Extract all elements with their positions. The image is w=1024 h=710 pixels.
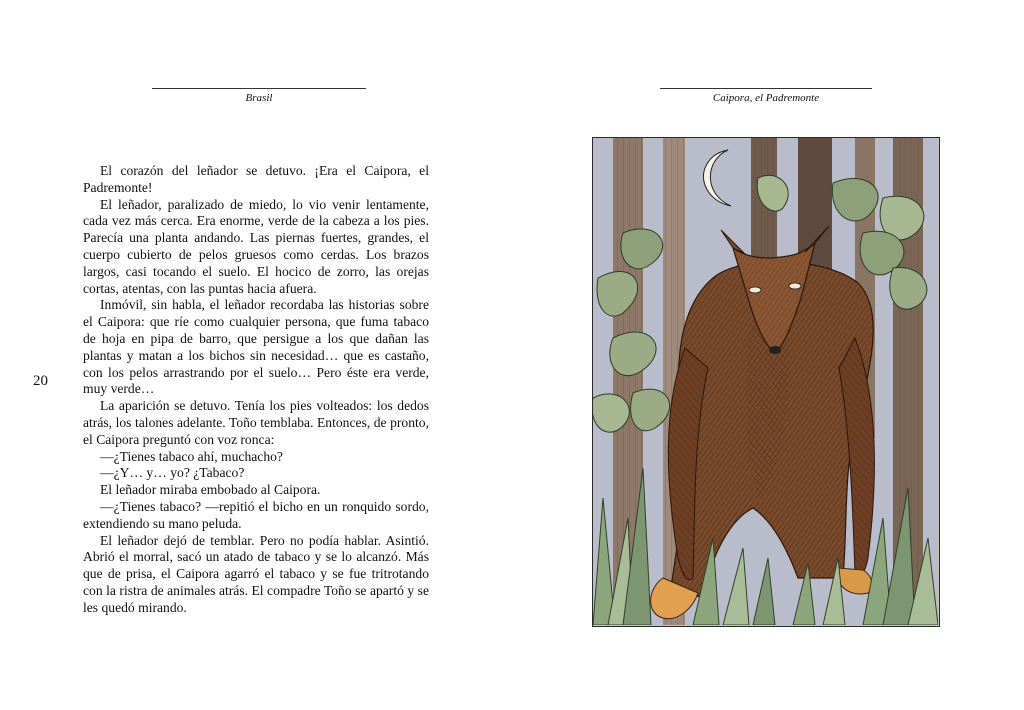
- paragraph: El leñador dejó de temblar. Pero no podía hablar. Asintió. Abrió el morral, sacó un atado de tabaco y se lo alcanzó. Más que de prisa, el Caipora agarró el tabaco y se fue tritrotando con la ristra de animales atrás. El compadre Toño se apartó y se les quedó mirando.: [83, 532, 429, 615]
- running-head-rule: [152, 88, 366, 89]
- page-number: 20: [33, 373, 48, 389]
- running-head-rule: [660, 88, 872, 89]
- running-head-left: [152, 88, 366, 105]
- forest-scene: [593, 138, 938, 625]
- paragraph: El leñador, paralizado de miedo, lo vio venir lentamente, cada vez más cerca. Era enorme, verde de la cabeza a los pies. Parecía una planta andando. Las piernas fuertes, grandes, el cuerpo cubierto de pelos gruesos como cerdas. Los brazos largos, casi tocando el suelo. El hocico de zorro, las orejas cortas, atentas, con las puntas hacia afuera.: [83, 196, 429, 296]
- paragraph: El corazón del leñador se detuvo. ¡Era el Caipora, el Padremonte!: [83, 163, 429, 195]
- running-head-right: [660, 88, 872, 105]
- dialogue-line: —¿Y… y… yo? ¿Tabaco?: [100, 465, 245, 481]
- right-page: [512, 0, 1024, 710]
- running-head-text: Brasil: [245, 92, 273, 104]
- dialogue-line: —¿Tienes tabaco? —repitió el bicho en un ronquido sordo, extendiendo su mano peluda.: [83, 498, 429, 531]
- running-head-text: Caipora, el Padremonte: [712, 92, 820, 104]
- paragraph: Inmóvil, sin habla, el leñador recordaba las historias sobre el Caipora: que ríe como cualquier persona, que fuma tabaco de hoja en pipa de barro, que persigue a los que dañan las plantas y matan a los bichos sin necesidad… que es castaño, con los pelos arrastrando por el suelo… Pero éste era verde, muy verde…: [83, 297, 429, 397]
- story-text: [83, 163, 429, 617]
- paragraph: El leñador miraba embobado al Caipora.: [100, 482, 321, 498]
- paragraph: La aparición se detuvo. Tenía los pies volteados: los dedos atrás, los talones adelante. Toño temblaba. Entonces, de pronto, el Caipora preguntó con voz ronca:: [83, 398, 429, 447]
- dialogue-line: —¿Tienes tabaco ahí, muchacho?: [100, 448, 283, 464]
- caipora-illustration: [592, 137, 940, 627]
